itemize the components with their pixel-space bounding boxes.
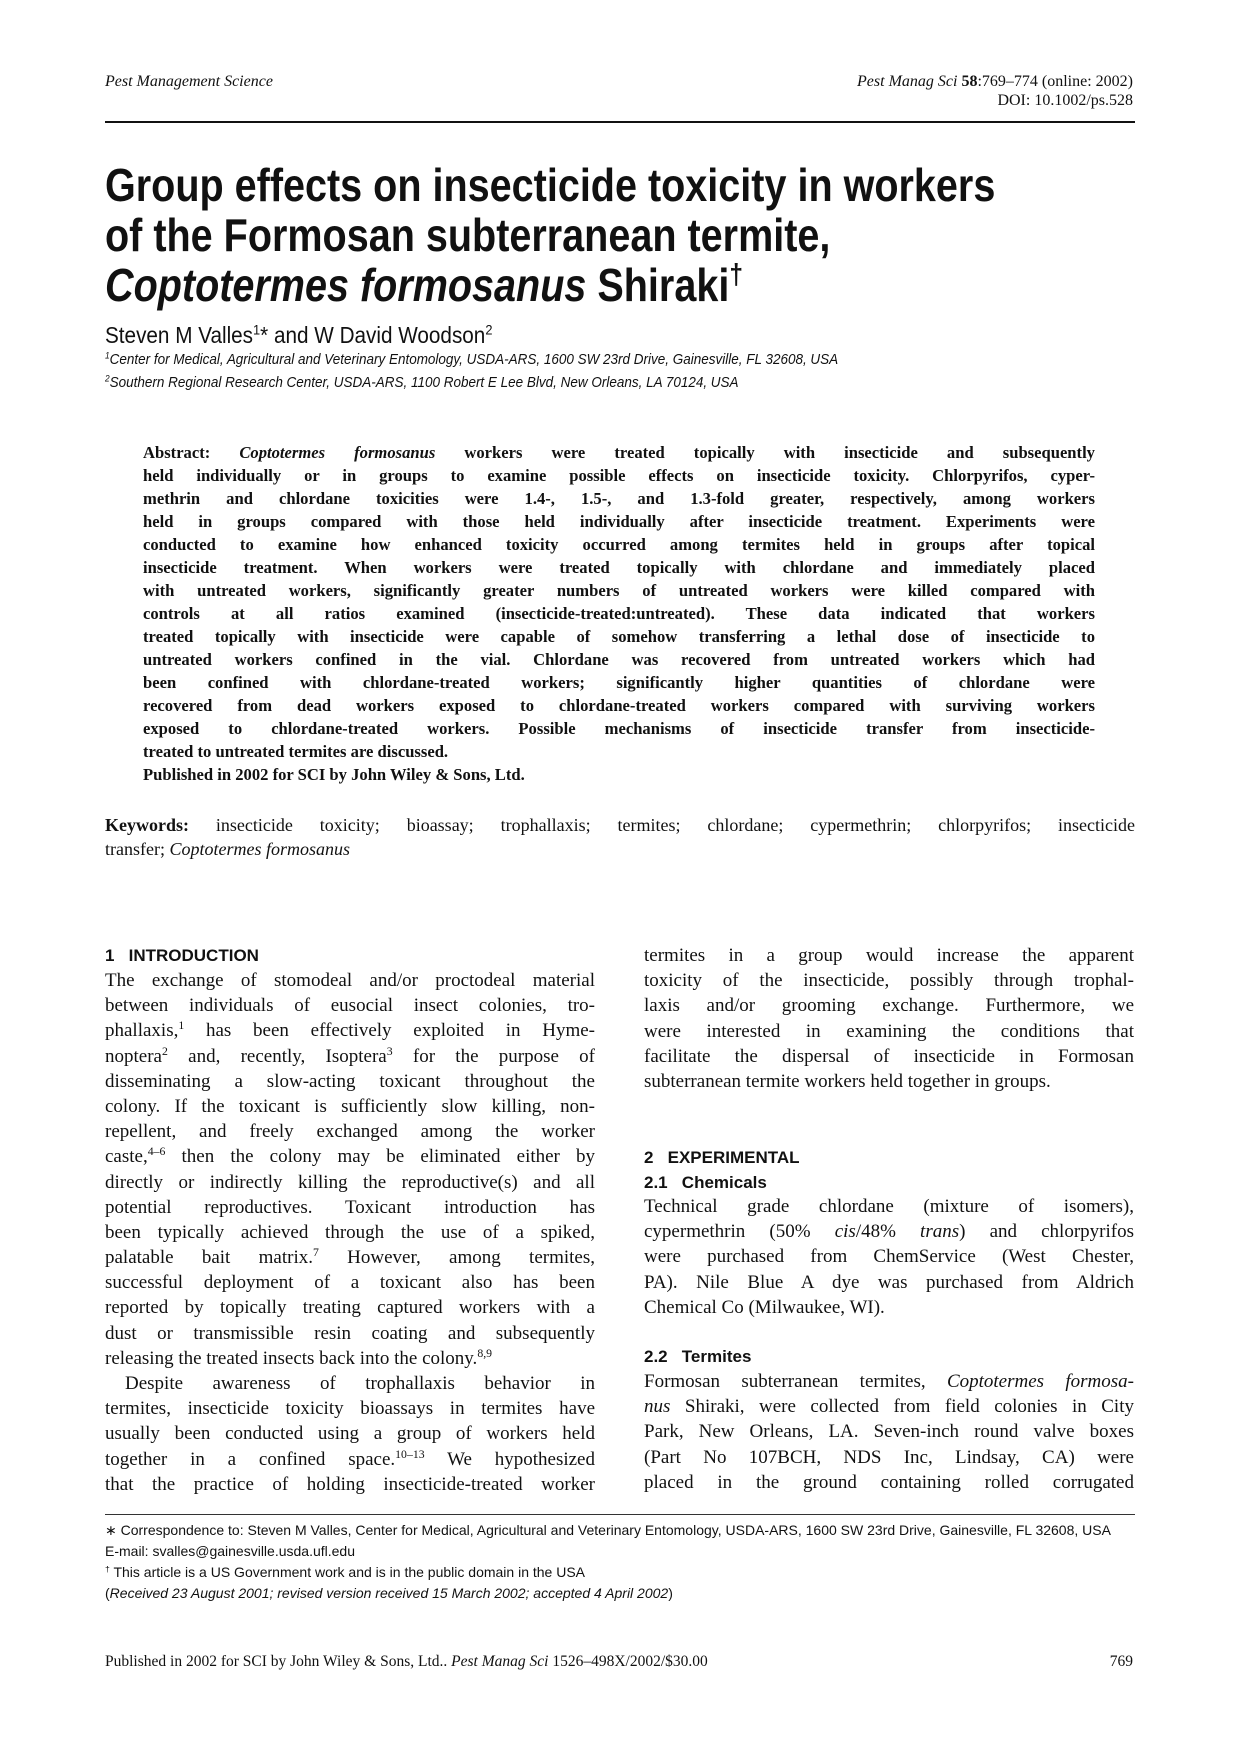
- public-domain-footnote: [105, 1562, 1135, 1583]
- text-line: [143, 510, 1095, 533]
- text-run: insecticide toxicity; bioassay; trophallaxis; termites; chlordane; cypermethrin; chlorpyrifos; insecticide: [215, 815, 1135, 835]
- text-run: were interested in examining the conditions that: [644, 1020, 1134, 1042]
- italic-text: nus: [644, 1396, 671, 1418]
- text-line: [143, 648, 1095, 671]
- text-line: [644, 1470, 1134, 1495]
- text-line: [143, 763, 1095, 786]
- text-run: palatable bait matrix.: [105, 1247, 313, 1269]
- text-line: [105, 1018, 595, 1043]
- text-run: for the purpose of: [392, 1045, 595, 1067]
- footer-journal: Pest Manag Sci: [451, 1653, 549, 1670]
- citation-volume: 58: [961, 73, 978, 90]
- text-line: [105, 1170, 595, 1195]
- text-line: [105, 813, 1135, 837]
- authors: [105, 322, 492, 349]
- reference-mark: 2: [161, 1044, 168, 1058]
- text-run: (Part No 107BCH, NDS Inc, Lindsay, CA) were: [644, 1446, 1134, 1468]
- text-line: [143, 487, 1095, 510]
- article-title: [105, 160, 995, 310]
- text-line: [143, 441, 1095, 464]
- text-run: Chemical Co (Milwaukee, WI).: [644, 1296, 885, 1318]
- species-name: Coptotermes formosanus: [105, 259, 587, 311]
- text-run: Formosan subterranean termites,: [644, 1371, 947, 1392]
- affil-mark: 2: [105, 373, 110, 384]
- text-run: been confined with chlordane-treated workers; significantly higher quantities of chlordane were: [143, 673, 1095, 692]
- text-run: However, among termites,: [318, 1247, 595, 1269]
- section-heading-introduction: 1 INTRODUCTION: [105, 946, 259, 965]
- text-line: [143, 717, 1095, 740]
- text-line: [143, 533, 1095, 556]
- affil-mark: 2: [485, 322, 493, 339]
- affil-mark: 1: [105, 350, 110, 361]
- text-run: directly or indirectly killing the reproductive(s) and all: [105, 1171, 595, 1193]
- text-run: Shiraki, were collected from field colonies in City: [670, 1396, 1134, 1418]
- text-line: [644, 1019, 1134, 1044]
- affiliation-text: Center for Medical, Agricultural and Veterinary Entomology, USDA-ARS, 1600 SW 23rd Drive, Gainesville, FL 32608, USA: [109, 352, 839, 368]
- text-line: [644, 1194, 1134, 1219]
- footer-text: Published in 2002 for SCI by John Wiley & Sons, Ltd..: [105, 1653, 452, 1670]
- email-footnote[interactable]: E-mail: svalles@gainesville.usda.ufl.edu: [105, 1543, 355, 1559]
- text-run: reported by topically treating captured workers with a: [105, 1297, 595, 1319]
- text-line: [105, 1069, 595, 1094]
- keywords: [105, 813, 1135, 861]
- text-run: termites in a group would increase the apparent: [644, 945, 1134, 966]
- text-line: [143, 579, 1095, 602]
- text-run: together in a confined space.: [105, 1448, 396, 1470]
- text-run: Despite awareness of trophallaxis behavior in: [125, 1373, 595, 1394]
- text-run: held in groups compared with those held individually after insecticide treatment. Experiments were: [143, 512, 1095, 531]
- text-line: [105, 968, 595, 993]
- title-line: of the Formosan subterranean termite,: [105, 209, 831, 261]
- journal-name: Pest Management Science: [105, 73, 273, 90]
- subsection-heading-termites: 2.2 Termites: [644, 1347, 752, 1366]
- text-run: treated topically with insecticide were capable of somehow transferring a lethal dose of insecticide to: [143, 627, 1095, 646]
- reference-mark: 7: [312, 1246, 319, 1259]
- footnote-text: This article is a US Government work and is in the public domain in the USA: [109, 1564, 586, 1580]
- text-run: usually been conducted using a group of workers held: [105, 1423, 595, 1445]
- italic-text: trans: [920, 1221, 960, 1243]
- text-line: [143, 602, 1095, 625]
- reference-mark: 1: [178, 1019, 185, 1033]
- text-run: PA). Nile Blue A dye was purchased from Aldrich: [644, 1271, 1134, 1293]
- author-name: and W David Woodson: [268, 322, 486, 348]
- text-run: subterranean termite workers held together in groups.: [644, 1070, 1051, 1092]
- reference-mark: 10–13: [395, 1447, 425, 1461]
- text-line: [105, 837, 1135, 861]
- author-name: Steven M Valles: [105, 322, 254, 348]
- text-run: /48%: [855, 1221, 921, 1243]
- text-run: exposed to chlordane-treated workers. Possible mechanisms of insecticide transfer from insecticide-: [143, 719, 1095, 738]
- text-line: [105, 1119, 595, 1144]
- text-run: that the practice of holding insecticide-treated worker: [105, 1473, 595, 1495]
- affiliation-text: Southern Regional Research Center, USDA-ARS, 1100 Robert E Lee Blvd, New Orleans, LA 70124, USA: [109, 375, 739, 391]
- text-run: Published in 2002 for SCI by John Wiley & Sons, Ltd.: [143, 765, 525, 784]
- text-run: placed in the ground containing rolled corrugated: [644, 1471, 1134, 1493]
- text-run: laxis and/or grooming exchange. Furthermore, we: [644, 995, 1134, 1017]
- text-line: [105, 1195, 595, 1220]
- reference-mark: 8,9: [477, 1346, 493, 1360]
- text-run: insecticide treatment. When workers were treated topically with chlordane and immediately placed: [143, 558, 1095, 577]
- text-line: [105, 1472, 595, 1497]
- section-heading-experimental: 2 EXPERIMENTAL: [644, 1148, 800, 1167]
- italic-text: Coptotermes formosanus: [239, 443, 436, 462]
- termites-body: [644, 1369, 1134, 1495]
- abstract: [143, 441, 1095, 786]
- citation-pages: :769–774 (online: 2002): [977, 73, 1133, 90]
- text-line: [105, 1270, 595, 1295]
- title-line: [105, 260, 995, 310]
- footnote-rule: [105, 1514, 1135, 1515]
- text-run: phallaxis,: [105, 1020, 179, 1042]
- text-run: termites, insecticide toxicity bioassays in termites have: [105, 1398, 595, 1420]
- text-run: caste,: [105, 1146, 148, 1168]
- text-run: colony. If the toxicant is sufficiently slow killing, non-: [105, 1095, 595, 1117]
- chemicals-body: [644, 1194, 1134, 1320]
- text-run: held individually or in groups to examine possible effects on insecticide toxicity. Chlorpyrifos, cyper-: [143, 466, 1095, 485]
- text-line: [105, 1295, 595, 1320]
- text-run: Technical grade chlordane (mixture of isomers),: [644, 1196, 1134, 1217]
- text-run: workers were treated topically with insecticide and subsequently: [435, 443, 1095, 462]
- text-run: ) and chlorpyrifos: [959, 1221, 1134, 1243]
- footer-publisher: [105, 1653, 708, 1671]
- text-line: [644, 1295, 1134, 1320]
- text-line: [644, 993, 1134, 1018]
- text-line: [143, 740, 1095, 763]
- text-run: treated to untreated termites are discussed.: [143, 742, 449, 761]
- corresponding-mark: *: [260, 322, 269, 348]
- text-line: [644, 1219, 1134, 1244]
- dagger-mark: †: [729, 258, 743, 291]
- text-run: has been effectively exploited in Hyme-: [184, 1020, 595, 1042]
- reference-mark: 3: [386, 1044, 393, 1058]
- text-line: [105, 1346, 595, 1371]
- text-line: [143, 625, 1095, 648]
- text-run: releasing the treated insects back into the colony.: [105, 1347, 478, 1369]
- text-run: recovered from dead workers exposed to chlordane-treated workers compared with surviving workers: [143, 696, 1095, 715]
- text-run: facilitate the dispersal of insecticide in Formosan: [644, 1045, 1134, 1067]
- text-run: and, recently, Isoptera: [167, 1045, 387, 1067]
- text-run: noptera: [105, 1045, 162, 1067]
- text-line: [644, 1419, 1134, 1444]
- text-line: [105, 1044, 595, 1069]
- text-line: [644, 1069, 1134, 1094]
- intro-body: [105, 968, 595, 1497]
- text-run: methrin and chlordane toxicities were 1.4-, 1.5-, and 1.3-fold greater, respectively, among workers: [143, 489, 1095, 508]
- text-line: [105, 1447, 595, 1472]
- text-run: Abstract:: [143, 443, 240, 462]
- text-line: [105, 1396, 595, 1421]
- text-run: disseminating a slow-acting toxicant throughout the: [105, 1070, 595, 1092]
- text-line: [644, 943, 1134, 968]
- dagger-mark: †: [105, 1563, 110, 1574]
- text-run: been typically achieved through the use of a spiked,: [105, 1221, 595, 1243]
- text-run: cypermethrin (50%: [644, 1221, 835, 1243]
- text-run: with untreated workers, significantly greater numbers of untreated workers were killed compared with: [143, 581, 1095, 600]
- text-run: dust or transmissible resin coating and subsequently: [105, 1322, 595, 1344]
- citation: [857, 72, 1133, 110]
- text-line: [105, 1371, 595, 1396]
- correspondence-footnote: ∗ Correspondence to: Steven M Valles, Center for Medical, Agricultural and Veterinary Entomology, USDA-ARS, 1600 SW 23rd Drive, Gainesville, FL 32608, USA: [105, 1522, 1111, 1538]
- text-line: [105, 1421, 595, 1446]
- text-run: untreated workers confined in the vial. Chlordane was recovered from untreated workers which had: [143, 650, 1095, 669]
- footer-issn: 1526–498X/2002/$30.00: [548, 1653, 708, 1670]
- text-run: then the colony may be eliminated either by: [165, 1146, 595, 1168]
- text-line: [644, 1044, 1134, 1069]
- text-line: [105, 993, 595, 1018]
- text-run: successful deployment of a toxicant also has been: [105, 1272, 595, 1294]
- text-run: transfer;: [105, 839, 170, 859]
- text-run: toxicity of the insecticide, possibly through trophal-: [644, 970, 1134, 992]
- affiliation-1: [105, 352, 838, 368]
- text-run: between individuals of eusocial insect colonies, tro-: [105, 995, 595, 1017]
- text-line: [644, 1369, 1134, 1394]
- text-line: [105, 1094, 595, 1119]
- header-rule: [105, 121, 1135, 123]
- italic-text: cis: [834, 1221, 856, 1243]
- text-run: potential reproductives. Toxicant introduction has: [105, 1196, 595, 1218]
- italic-text: Coptotermes formosa-: [946, 1371, 1134, 1392]
- text-line: [143, 556, 1095, 579]
- received-dates: [105, 1583, 1135, 1604]
- affiliation-2: [105, 375, 739, 391]
- italic-text: Coptotermes formosanus: [169, 839, 350, 859]
- text-line: [644, 968, 1134, 993]
- text-line: [143, 671, 1095, 694]
- title-text: Shiraki: [586, 259, 730, 311]
- doi: DOI: 10.1002/ps.528: [997, 92, 1133, 109]
- text-run: controls at all ratios examined (insecticide-treated:untreated). These data indicated that workers: [143, 604, 1095, 623]
- text-line: [105, 1144, 595, 1169]
- text-run: The exchange of stomodeal and/or proctodeal material: [105, 970, 595, 991]
- subsection-heading-chemicals: 2.1 Chemicals: [644, 1173, 767, 1192]
- citation-journal: Pest Manag Sci: [857, 73, 958, 90]
- footnotes: [105, 1520, 1135, 1604]
- text-line: [644, 1445, 1134, 1470]
- bold-label: Keywords:: [105, 815, 216, 835]
- title-line: Group effects on insecticide toxicity in workers: [105, 159, 996, 211]
- paren: (: [105, 1585, 110, 1601]
- received-text: Received 23 August 2001; revised version received 15 March 2002; accepted 4 April 2002: [109, 1585, 669, 1601]
- text-line: [105, 1220, 595, 1245]
- affil-mark: 1: [253, 322, 261, 339]
- text-line: [105, 1245, 595, 1270]
- text-line: [143, 464, 1095, 487]
- text-run: repellent, and freely exchanged among the worker: [105, 1121, 595, 1143]
- reference-mark: 4–6: [147, 1145, 166, 1159]
- text-line: [644, 1244, 1134, 1269]
- text-line: [105, 1321, 595, 1346]
- text-line: [644, 1394, 1134, 1419]
- text-run: conducted to examine how enhanced toxicity occurred among termites held in groups after topical: [143, 535, 1095, 554]
- text-line: [644, 1270, 1134, 1295]
- intro-body-continued: [644, 943, 1134, 1094]
- text-run: were purchased from ChemService (West Chester,: [644, 1246, 1134, 1268]
- page-number: 769: [1109, 1653, 1133, 1670]
- text-run: Park, New Orleans, LA. Seven-inch round valve boxes: [644, 1421, 1134, 1443]
- text-run: We hypothesized: [424, 1448, 595, 1470]
- paren: ): [668, 1585, 673, 1601]
- text-line: [143, 694, 1095, 717]
